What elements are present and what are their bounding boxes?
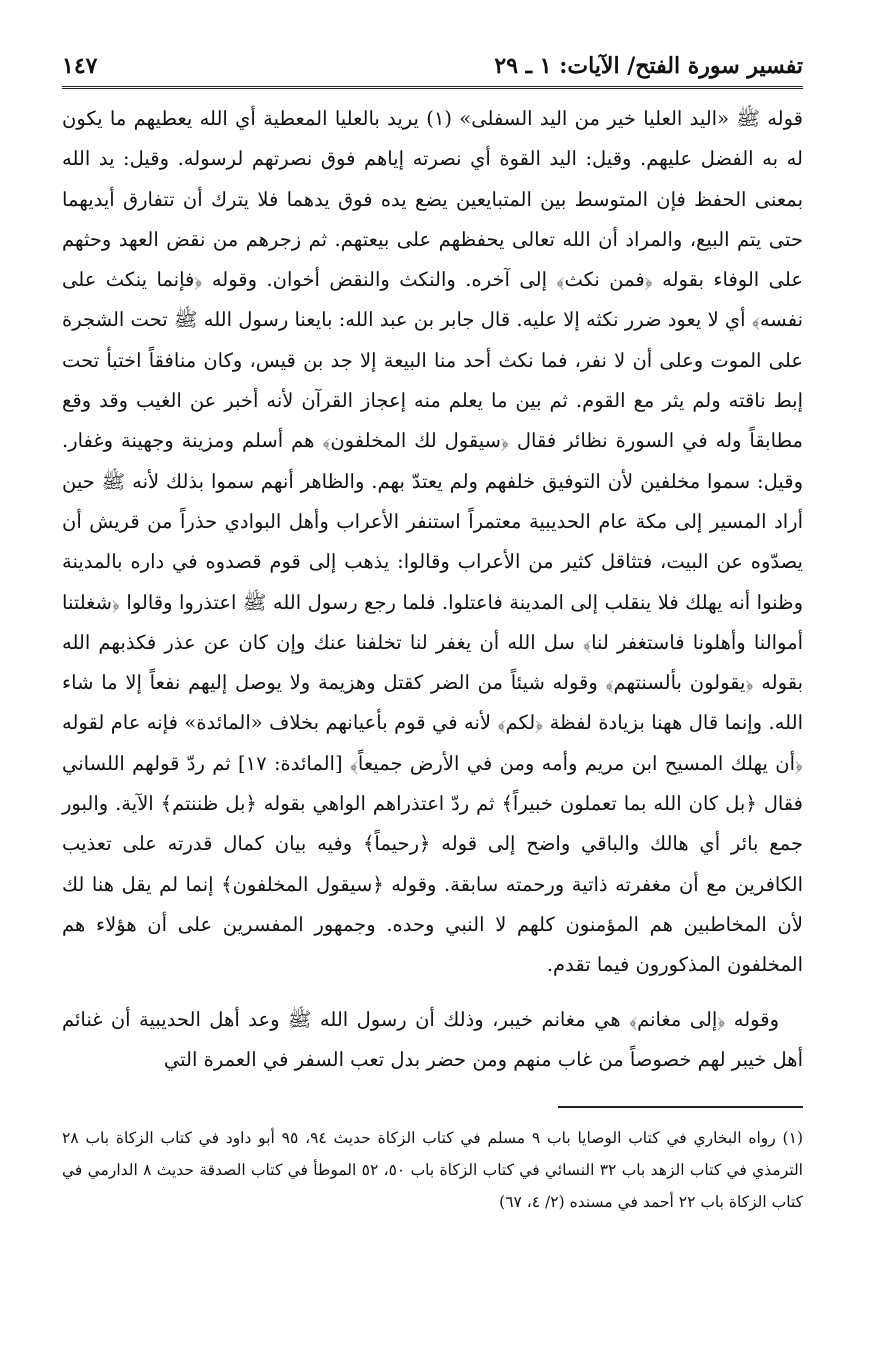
running-header (62, 52, 803, 89)
main-text (62, 99, 803, 1080)
page-number: ١٤٧ (62, 53, 98, 79)
paragraph-2: وقوله ﴿إلى مغانم﴾ هي مغانم خيبر، وذلك أن رسول الله ﷺ وعد أهل الحديبية أن غنائم أهل خيبر لهم خصوصاً من غاب منهم ومن حضر بدل تعب السفر في العمرة التي (62, 1007, 803, 1071)
footnote-separator (558, 1106, 803, 1108)
chapter-title: تفسير سورة الفتح/ الآيات: ١ ـ ٢٩ (494, 53, 803, 79)
paragraph-1: قوله ﷺ «اليد العليا خير من اليد السفلى» (١) يريد بالعليا المعطية أي الله يعطيهم ما يكون له به الفضل عليهم. وقيل: اليد القوة أي نصرته إياهم فوق نصرتهم لرسوله. وقيل: يد الله بمعنى الحفظ فإن المتوسط بين المتبايعين يضع يده فوق يدهما فلا يترك أن تتفارق أيديهما حتى يتم البيع، والمراد أن الله تعالى يحفظهم على بيعتهم. ثم زجرهم من نقض العهد وحثهم على الوفاء بقوله ﴿فمن نكث﴾ إلى آخره. والنكث والنقض أخوان. وقوله ﴿فإنما ينكث على نفسه﴾ أي لا يعود ضرر نكثه إلا عليه. قال جابر بن عبد الله: بايعنا رسول الله ﷺ تحت الشجرة على الموت وعلى أن لا نفر، فما نكث أحد منا البيعة إلا جد بن قيس، وكان منافقاً اختبأ تحت إبط ناقته ولم يثر مع القوم. ثم بين ما يعلم منه إعجاز القرآن لأنه أخبر عن الغيب وقد وقع مطابقاً وله في السورة نظائر فقال ﴿سيقول لك المخلفون﴾ هم أسلم ومزينة وجهينة وغفار. وقيل: سموا مخلفين لأن التوفيق خلفهم ولم يعتدّ بهم. والظاهر أنهم سموا بذلك لأنه ﷺ حين أراد المسير إلى مكة عام الحديبية معتمراً استنفر الأعراب وأهل البوادي حذراً من قريش أن يصدّوه عن البيت، فتثاقل كثير من الأعراب وقالوا: يذهب إلى قوم قصدوه في داره بالمدينة وظنوا أنه يهلك فلا ينقلب إلى المدينة فاعتلوا. فلما رجع رسول الله ﷺ اعتذروا وقالوا ﴿شغلتنا أموالنا وأهلونا فاستغفر لنا﴾ سل الله أن يغفر لنا تخلفنا عنك وإن كان عن عذر فكذبهم الله بقوله ﴿يقولون بألسنتهم﴾ وقوله شيئاً من الضر كقتل وهزيمة ولا يوصل إليهم نفعاً إلا ما شاء الله. وإنما قال ههنا بزيادة لفظة ﴿لكم﴾ لأنه في قوم بأعيانهم بخلاف «المائدة» فإنه عام لقوله ﴿أن يهلك المسيح ابن مريم وأمه ومن في الأرض جميعاً﴾ [المائدة: ١٧] ثم ردّ قولهم اللساني فقال ﴿بل كان الله بما تعملون خبيراً﴾ ثم ردّ اعتذراهم الواهي بقوله ﴿بل ظننتم﴾ الآية. والبور جمع بائر أي هالك والباقي واضح إلى قوله ﴿رحيماً﴾ وفيه بيان كمال قدرته على تعذيب الكافرين مع أن مغفرته ذاتية ورحمته سابقة. وقوله ﴿سيقول المخلفون﴾ إنما لم يقل هنا لك لأن المخاطبين هم المؤمنون كلهم لا النبي وحده. وجمهور المفسرين على أن هؤلاء هم المخلفون المذكورون فيما تقدم. (62, 107, 804, 977)
footnote: (١) رواه البخاري في كتاب الوصايا باب ٩ مسلم في كتاب الزكاة حديث ٩٤، ٩٥ أبو داود في كتاب الزكاة باب ٢٨ الترمذي في كتاب الزهد باب ٣٢ النسائي في كتاب الزكاة باب ٥٠، ٥٢ الموطأ في كتاب الصدقة حديث ٨ الدارمي في كتاب الزكاة باب ٢٢ أحمد في مسنده (٢/ ٤، ٦٧) (62, 1129, 803, 1212)
